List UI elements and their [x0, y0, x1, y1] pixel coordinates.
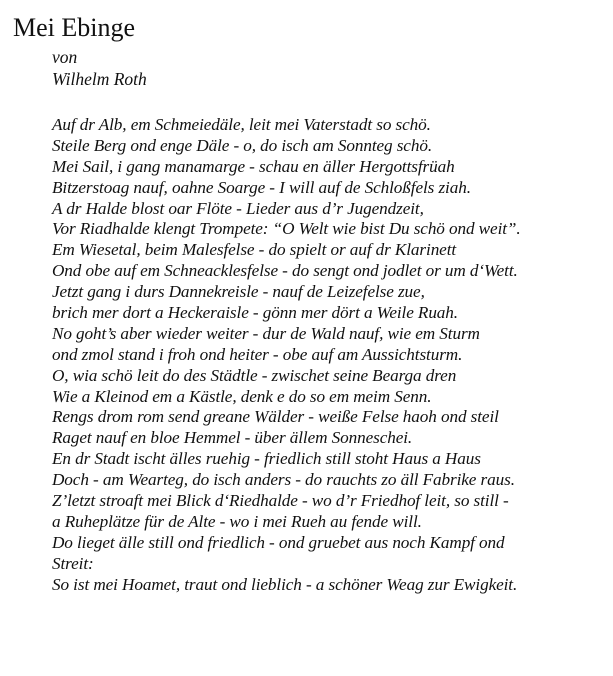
- poem-line: Auf dr Alb, em Schmeiedäle, leit mei Vaterstadt so schö.: [52, 115, 431, 134]
- poem-line: Do lieget älle still ond friedlich - ond gruebet aus noch Kampf ond: [52, 532, 505, 552]
- poem-line: Streit:: [52, 553, 94, 573]
- poem-line: ond zmol stand i froh ond heiter - obe auf am Aussichtsturm.: [52, 344, 463, 364]
- poem-line: Z’letzt stroaft mei Blick d‘Riedhalde - wo d’r Friedhof leit, so still -: [52, 491, 509, 511]
- author-name: Wilhelm Roth: [52, 69, 147, 89]
- byline: [52, 46, 147, 90]
- poem-line: A dr Halde blost oar Flöte - Lieder aus d’r Jugendzeit,: [52, 198, 424, 218]
- poem-line: Doch - am Wearteg, do isch anders - do rauchts zo äll Fabrike raus.: [52, 470, 515, 490]
- poem-line: Vor Riadhalde klengt Trompete: “O Welt wie bist Du schö ond weit”.: [52, 219, 521, 239]
- poem-title: Mei Ebinge: [13, 13, 136, 42]
- poem-line: En dr Stadt ischt älles ruehig - friedlich still stoht Haus a Haus: [52, 449, 481, 469]
- poem-line: O, wia schö leit do des Städtle - zwischet seine Bearga dren: [52, 365, 457, 385]
- byline-prefix: von: [52, 47, 78, 67]
- poem-line: No goht’s aber wieder weiter - dur de Wald nauf, wie em Sturm: [52, 323, 480, 343]
- poem-line: Bitzerstoag nauf, oahne Soarge - I will auf de Schloßfels ziah.: [52, 177, 471, 197]
- poem-line: Ond obe auf em Schneacklesfelse - do sengt ond jodlet or um d‘Wett.: [52, 261, 518, 281]
- poem-line: Jetzt gang i durs Dannekreisle - nauf de Leizefelse zue,: [52, 282, 425, 302]
- poem-line: Steile Berg ond enge Däle - o, do isch am Sonnteg schö.: [52, 135, 433, 155]
- poem-body: [52, 115, 604, 595]
- poem-line: Raget nauf en bloe Hemmel - über ällem Sonneschei.: [52, 428, 413, 448]
- poem-line: brich mer dort a Heckeraisle - gönn mer dört a Weile Ruah.: [52, 303, 458, 323]
- poem-line: a Ruheplätze für de Alte - wo i mei Rueh au fende will.: [52, 511, 422, 531]
- poem-line: So ist mei Hoamet, traut ond lieblich - a schöner Weag zur Ewigkeit.: [52, 574, 518, 594]
- poem-line: Wie a Kleinod em a Kästle, denk e do so em meim Senn.: [52, 386, 432, 406]
- poem-line: Mei Sail, i gang manamarge - schau en äller Hergottsfrüah: [52, 156, 455, 176]
- poem-line: Em Wiesetal, beim Malesfelse - do spielt or auf dr Klarinett: [52, 240, 457, 260]
- poem-line: Rengs drom rom send greane Wälder - weiße Felse haoh ond steil: [52, 407, 499, 427]
